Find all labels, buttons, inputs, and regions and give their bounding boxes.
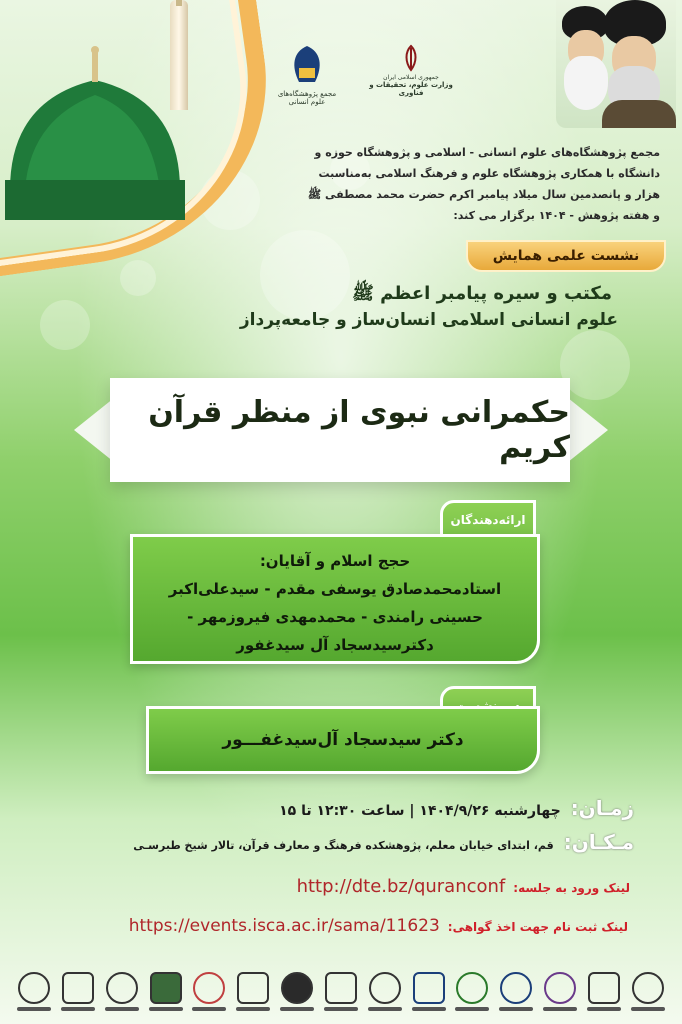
partner-logo-caption [236,1007,270,1011]
dome-icon [0,40,190,230]
partner-logo-caption [324,1007,358,1011]
partner-logo-icon [588,972,620,1004]
partner-logo [409,968,449,1014]
partner-logo [189,968,229,1014]
consortium-logo-icon [285,44,329,88]
partner-logo-icon [544,972,576,1004]
ministry-caption-1: جمهوری اسلامی ایران [383,74,439,81]
place-value: قم، ابتدای خیابان معلم، پژوهشکده فرهنگ و معارف قرآن، تالار شیخ طبرسـی [133,839,554,852]
bokeh-circle [40,300,90,350]
partner-logo [146,968,186,1014]
partner-logo [277,968,317,1014]
partner-logo-caption [149,1007,183,1011]
session-link[interactable]: http://dte.bz/quranconf [296,876,506,897]
title-wing-left [74,398,114,462]
time-label: زمـان: [570,796,634,820]
time-row [279,796,634,820]
consortium-logo [272,44,342,106]
intro-line: دانشگاه با همکاری پژوهشگاه علوم و فرهنگ اسلامی به‌مناسبت [318,167,660,180]
partner-logo [102,968,142,1014]
partner-logo [233,968,273,1014]
partner-logos [14,964,668,1018]
time-value: چهارشنبه ۱۴۰۴/۹/۲۶ | ساعت ۱۲:۳۰ تا ۱۵ [279,803,561,819]
partner-logo-icon [413,972,445,1004]
partner-logo-caption [61,1007,95,1011]
certificate-link[interactable]: https://events.isca.ac.ir/sama/11623 [128,916,440,936]
presenters-line: حسینی رامندی - محمدمهدی فیروزمهر - [187,608,483,626]
partner-logo [496,968,536,1014]
partner-logo-icon [325,972,357,1004]
partner-logo [321,968,361,1014]
bokeh-circle [560,330,630,400]
partner-logo-caption [499,1007,533,1011]
ministry-logo [366,44,456,97]
partner-logo-caption [280,1007,314,1011]
partner-logo-caption [412,1007,446,1011]
partner-logo-caption [368,1007,402,1011]
partner-logo-icon [18,972,50,1004]
partner-logo [452,968,492,1014]
partner-logo [14,968,54,1014]
partner-logo-caption [455,1007,489,1011]
partner-logo-caption [631,1007,665,1011]
certificate-link-label: لینک ثبت نام جهت اخذ گواهی: [447,920,628,934]
partner-logo-icon [456,972,488,1004]
place-row [133,830,634,854]
partner-logo [628,968,668,1014]
green-dome-image [0,0,260,260]
minaret-tip [176,0,182,6]
presenters-panel [130,534,540,664]
presenters-line: دکترسیدسجاد آل سیدغفور [236,636,434,654]
subtitle-line-2: علوم انسانی اسلامی انسان‌ساز و جامعه‌پرداز [239,310,618,330]
partner-logo-caption [192,1007,226,1011]
main-title: حکمرانی نبوی از منظر قرآن کریم [110,378,570,482]
secretary-panel [146,706,540,774]
partner-logo-caption [105,1007,139,1011]
presenters-line: استادمحمدصادق یوسفی مقدم - سیدعلی‌اکبر [168,580,502,598]
event-type-ribbon: نشست علمی همایش [466,240,666,272]
leaders-photo [556,0,676,128]
partner-logo [540,968,580,1014]
partner-logo [584,968,624,1014]
partner-logo-icon [150,972,182,1004]
partner-logo-icon [237,972,269,1004]
intro-paragraph [300,142,660,226]
intro-line: و هفته پژوهش - ۱۴۰۴ برگزار می کند: [453,209,660,222]
intro-line: هزار و پانصدمین سال میلاد پیامبر اکرم حضرت محمد مصطفی ﷺ [307,188,660,201]
intro-line: مجمع پژوهشگاه‌های علوم انسانی - اسلامی و پژوهشگاه حوزه و [314,146,660,159]
partner-logo-icon [281,972,313,1004]
secretary-name: دکتر سیدسجاد آل‌سیدغفـــور [222,730,464,750]
partner-logo-icon [500,972,532,1004]
subtitle-line-1: مکتب و سیره پیامبر اعظم ﷺ [352,283,612,304]
ministry-caption-2: وزارت علوم، تحقیقات و فناوری [369,81,453,97]
partner-logo-icon [369,972,401,1004]
place-label: مـکـان: [563,830,634,854]
partner-logo-icon [62,972,94,1004]
session-link-row [297,876,630,897]
minaret [170,0,188,110]
robe [602,100,676,128]
session-link-label: لینک ورود به جلسه: [513,881,630,895]
presenters-tab: ارائه‌دهندگان [440,500,536,590]
partner-logo-caption [543,1007,577,1011]
partner-logo [58,968,98,1014]
partner-logo-icon [193,972,225,1004]
partner-logo-icon [632,972,664,1004]
partner-logo-icon [106,972,138,1004]
beard [564,56,608,110]
iran-emblem-icon [397,44,425,72]
partner-logo [365,968,405,1014]
presenters-line: حجج اسلام و آقایان: [259,552,411,570]
consortium-logo-caption: مجمع پژوهشگاه‌های علوم انسانی [277,90,337,106]
certificate-link-row [129,916,628,936]
partner-logo-caption [587,1007,621,1011]
partner-logo-caption [17,1007,51,1011]
title-wing-right [568,398,608,462]
